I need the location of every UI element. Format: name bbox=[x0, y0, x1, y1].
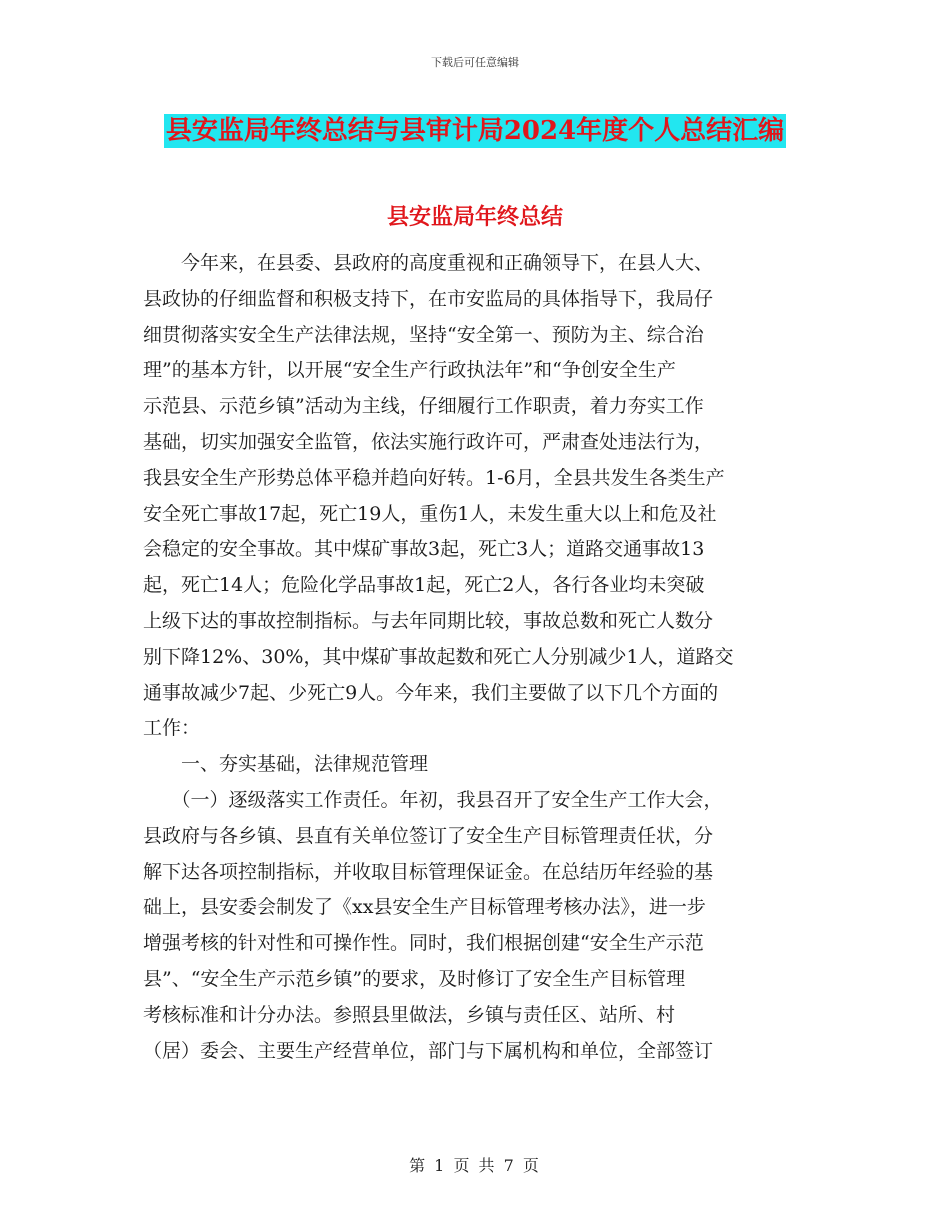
body-line: 县”、“安全生产示范乡镇”的要求，及时修订了安全生产目标管理 bbox=[143, 967, 686, 990]
body-line: 示范县、示范乡镇”活动为主线，仔细履行工作职责，着力夯实工作 bbox=[143, 395, 704, 418]
body-line: （居）委会、主要生产经营单位，部门与下属机构和单位，全部签订 bbox=[143, 1039, 714, 1062]
body-line: （一）逐级落实工作责任。年初，我县召开了安全生产工作大会， bbox=[143, 788, 723, 811]
body-line: 县政协的仔细监督和积极支持下，在市安监局的具体指导下，我局仔 bbox=[143, 287, 714, 310]
body-line: 基础，切实加强安全监管，依法实施行政许可，严肃查处违法行为， bbox=[143, 430, 714, 453]
body-line: 会稳定的安全事故。其中煤矿事故3起，死亡3人；道路交通事故13 bbox=[143, 538, 705, 561]
body-line: 工作： bbox=[143, 717, 201, 740]
body-line: 起，死亡14人；危险化学品事故1起，死亡2人，各行各业均未突破 bbox=[143, 574, 705, 597]
body-line: 别下降12%、30%，其中煤矿事故起数和死亡人分别减少1人，道路交 bbox=[143, 645, 734, 668]
document-title: 县安监局年终总结与县审计局2024年度个人总结汇编 bbox=[165, 116, 785, 146]
page-number: 第 1 页 共 7 页 bbox=[409, 1156, 541, 1175]
section-title: 县安监局年终总结 bbox=[386, 204, 563, 230]
body-line: 上级下达的事故控制指标。与去年同期比较，事故总数和死亡人数分 bbox=[143, 609, 714, 632]
body-line: 解下达各项控制指标，并收取目标管理保证金。在总结历年经验的基 bbox=[143, 860, 714, 883]
body-line: 增强考核的针对性和可操作性。同时，我们根据创建“安全生产示范 bbox=[143, 932, 704, 955]
body-line: 安全死亡事故17起，死亡19人，重伤1人，未发生重大以上和危及社 bbox=[143, 502, 717, 525]
body-line: 一、夯实基础，法律规范管理 bbox=[143, 753, 429, 776]
body-line: 今年来，在县委、县政府的高度重视和正确领导下，在县人大、 bbox=[143, 252, 714, 274]
body-line: 础上，县安委会制发了《xx县安全生产目标管理考核办法》，进一步 bbox=[143, 896, 706, 919]
body-text bbox=[143, 246, 811, 1069]
body-line: 县政府与各乡镇、县直有关单位签订了安全生产目标管理责任状，分 bbox=[143, 824, 714, 847]
header-note: 下载后可任意编辑 bbox=[431, 56, 519, 69]
body-line: 细贯彻落实安全生产法律法规，坚持“安全第一、预防为主、综合治 bbox=[143, 323, 704, 346]
body-line: 考核标准和计分办法。参照县里做法，乡镇与责任区、站所、村 bbox=[143, 1003, 676, 1026]
document-title-wrap bbox=[0, 114, 950, 148]
body-line: 通事故减少7起、少死亡9人。今年来，我们主要做了以下几个方面的 bbox=[143, 681, 719, 704]
body-line: 我县安全生产形势总体平稳并趋向好转。1-6月，全县共发生各类生产 bbox=[143, 466, 725, 489]
body-line: 理”的基本方针，以开展“安全生产行政执法年”和“争创安全生产 bbox=[143, 359, 676, 382]
